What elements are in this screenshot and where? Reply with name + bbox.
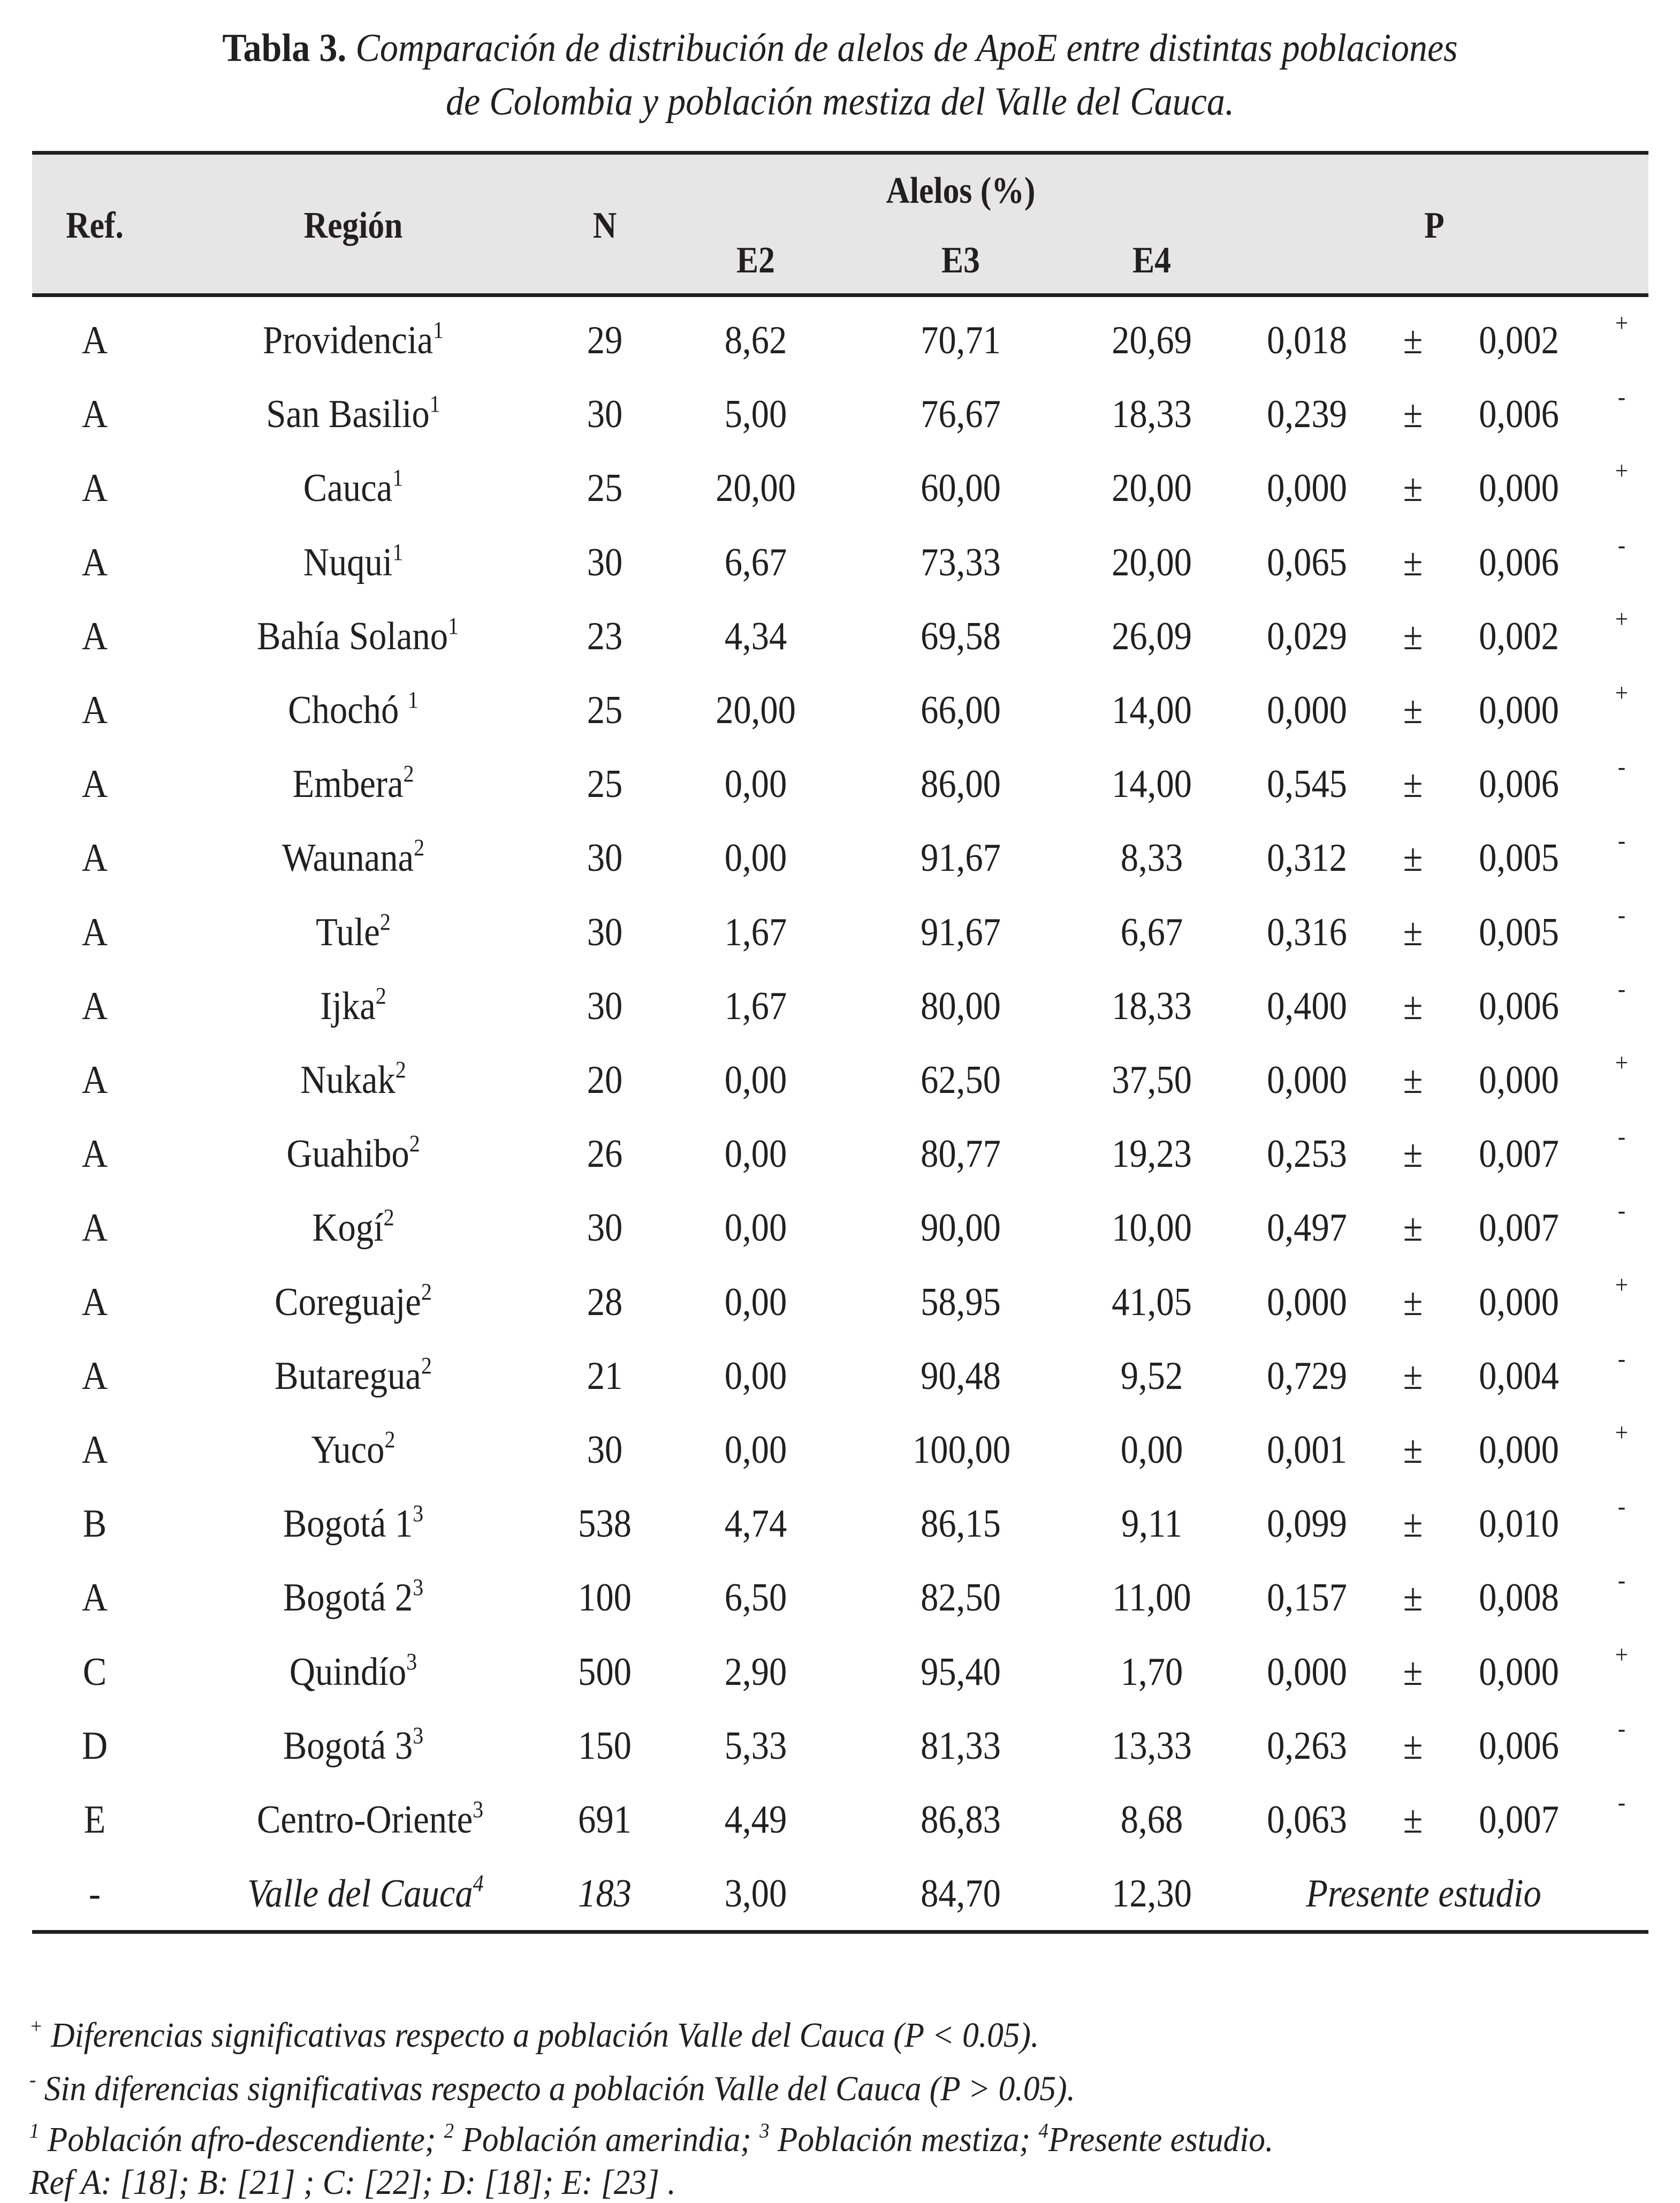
cell-n: 20: [587, 1058, 623, 1102]
footnote-marker: 2: [403, 760, 414, 787]
cell-e2: 0,00: [724, 1354, 787, 1398]
cell-e2: 6,67: [724, 540, 787, 584]
cell-err: 0,007: [1479, 1132, 1559, 1176]
cell-e2: 1,67: [724, 910, 787, 954]
cell-n: 30: [587, 1428, 623, 1472]
header-alleles-group: Alelos (%): [886, 170, 1036, 211]
footnote-marker: 1: [392, 538, 404, 565]
cell-e2: 3,00: [724, 1872, 787, 1916]
cell-sig: -: [1617, 753, 1626, 781]
footnote-marker: 2: [384, 1426, 396, 1453]
cell-e4: 12,30: [1112, 1872, 1192, 1916]
cell-e4: 0,00: [1120, 1428, 1183, 1472]
footnote-population-types: $^1$ Población afro-descendiente; $^2$ Población amerindia; $^3$ Población mestiza; $^4$Presente estudio.: [29, 2118, 1274, 2159]
cell-e3: 76,67: [921, 392, 1001, 437]
bottom-rule: [32, 1930, 1648, 1934]
cell-e3: 81,33: [921, 1723, 1001, 1768]
cell-err: 0,008: [1479, 1576, 1559, 1620]
cell-ref: A: [81, 762, 108, 807]
cell-sig: +: [1615, 1418, 1629, 1447]
cell-err: 0,000: [1479, 1428, 1559, 1472]
cell-region: Butaregua$^2$: [275, 1351, 432, 1398]
cell-pm: ±: [1403, 1206, 1423, 1250]
cell-ref: A: [81, 1058, 108, 1102]
cell-sig: +: [1615, 1270, 1629, 1299]
cell-err: 0,000: [1479, 466, 1559, 511]
cell-pm: ±: [1403, 984, 1423, 1028]
cell-pm: ±: [1403, 836, 1423, 880]
footnote-marker: 2: [421, 1351, 432, 1379]
header-p: P: [1424, 205, 1445, 246]
cell-region: Embera$^2$: [292, 760, 414, 807]
header-e3: E3: [941, 240, 980, 281]
cell-sig: +: [1615, 604, 1629, 633]
cell-sig: -: [1617, 826, 1626, 855]
cell-n: 23: [587, 614, 623, 658]
cell-pm: ±: [1403, 1650, 1423, 1694]
cell-ref: A: [81, 1428, 108, 1472]
footnote-marker: 2: [414, 834, 425, 861]
cell-pm: ±: [1403, 1280, 1423, 1324]
footnote-plus-mark: +: [29, 2014, 43, 2038]
cell-err: 0,006: [1479, 1723, 1559, 1768]
cell-p: 0,001: [1267, 1428, 1347, 1472]
footnote-marker: 3: [406, 1647, 417, 1675]
cell-e4: 41,05: [1112, 1280, 1192, 1324]
cell-e2: 0,00: [724, 1428, 787, 1472]
footnote-marker: 2: [375, 982, 386, 1009]
cell-sig: -: [1617, 1788, 1626, 1817]
footnote-minus-mark: -: [29, 2068, 36, 2092]
cell-err: 0,006: [1479, 540, 1559, 584]
cell-e2: 0,00: [724, 1280, 787, 1324]
cell-e2: 20,00: [716, 688, 796, 732]
cell-p: 0,065: [1267, 540, 1347, 584]
cell-ref: A: [81, 1206, 108, 1250]
cell-n: 100: [578, 1576, 632, 1620]
cell-p_note: Presente estudio: [1306, 1872, 1541, 1916]
cell-sig: +: [1615, 1640, 1629, 1669]
caption-line1: Comparación de distribución de alelos de ApoE entre distintas poblaciones: [355, 26, 1458, 70]
cell-n: 500: [578, 1650, 632, 1694]
cell-ref: A: [81, 688, 108, 732]
cell-pm: ±: [1403, 1428, 1423, 1472]
cell-p: 0,239: [1267, 392, 1347, 437]
cell-e4: 8,68: [1120, 1798, 1183, 1842]
cell-e3: 91,67: [921, 910, 1001, 954]
cell-sig: -: [1617, 1566, 1626, 1595]
footnote-marker: 1: [433, 316, 444, 344]
top-rule: [32, 151, 1648, 155]
cell-pm: ±: [1403, 910, 1423, 954]
footnote-marker: 3: [413, 1500, 424, 1527]
cell-n: 25: [587, 762, 623, 807]
footnote-marker: 2: [383, 1204, 394, 1231]
footnote-marker: 1: [429, 390, 440, 417]
caption-label: Tabla 3.: [222, 26, 347, 70]
cell-p: 0,729: [1267, 1354, 1347, 1398]
cell-e2: 0,00: [724, 1058, 787, 1102]
cell-p: 0,000: [1267, 1058, 1347, 1102]
cell-e3: 66,00: [921, 688, 1001, 732]
cell-pm: ±: [1403, 614, 1423, 658]
cell-p: 0,099: [1267, 1502, 1347, 1546]
cell-e4: 26,09: [1112, 614, 1192, 658]
cell-region: Centro-Oriente$^3$: [257, 1796, 484, 1842]
cell-region: Bogotá $2^3$: [283, 1574, 424, 1620]
cell-e2: 0,00: [724, 836, 787, 880]
cell-region: Coreguaje$^2$: [275, 1278, 432, 1324]
footnote-significant: + Diferencias significativas respecto a población Valle del Cauca (P < 0.05).: [29, 2014, 1039, 2055]
cell-p: 0,000: [1267, 466, 1347, 511]
cell-pm: ±: [1403, 1058, 1423, 1102]
cell-e4: 14,00: [1112, 762, 1192, 807]
cell-e3: 58,95: [921, 1280, 1001, 1324]
cell-e3: 86,00: [921, 762, 1001, 807]
cell-region: Bogotá $3^3$: [283, 1721, 424, 1768]
cell-e2: 0,00: [724, 1132, 787, 1176]
cell-e4: 19,23: [1112, 1132, 1192, 1176]
cell-ref: A: [81, 984, 108, 1028]
cell-e3: 86,83: [921, 1798, 1001, 1842]
cell-e2: 6,50: [724, 1576, 787, 1620]
footnote-marker: 2: [395, 1056, 406, 1083]
cell-p: 0,000: [1267, 1280, 1347, 1324]
cell-sig: -: [1617, 383, 1626, 412]
cell-sig: -: [1617, 530, 1626, 559]
footnote-marker: 1: [448, 612, 459, 639]
cell-p: 0,063: [1267, 1798, 1347, 1842]
cell-p: 0,545: [1267, 762, 1347, 807]
cell-region: Quindío$^3$: [289, 1647, 417, 1694]
cell-p: 0,253: [1267, 1132, 1347, 1176]
cell-e3: 80,77: [921, 1132, 1001, 1176]
cell-region: Tule$^2$: [316, 908, 391, 954]
cell-p: 0,018: [1267, 318, 1347, 362]
header-e4: E4: [1132, 240, 1171, 281]
cell-e2: 20,00: [716, 466, 796, 511]
footnote-marker: 2: [421, 1278, 432, 1305]
cell-region: San Basilio$^1$: [266, 390, 440, 437]
cell-ref: A: [81, 466, 108, 511]
cell-e4: 9,52: [1120, 1354, 1183, 1398]
cell-ref: A: [81, 836, 108, 880]
cell-e2: 8,62: [724, 318, 787, 362]
cell-region: Providencia$^1$: [262, 316, 444, 362]
cell-e3: 90,00: [921, 1206, 1001, 1250]
cell-e4: 8,33: [1120, 836, 1183, 880]
cell-err: 0,006: [1479, 984, 1559, 1028]
cell-e2: 5,33: [724, 1723, 787, 1768]
cell-n: 30: [587, 392, 623, 437]
cell-pm: ±: [1403, 762, 1423, 807]
cell-region: Kogí$^2$: [312, 1204, 394, 1250]
header-ref: Ref.: [66, 205, 124, 246]
cell-e3: 100,00: [913, 1428, 1011, 1472]
cell-ref: A: [81, 1354, 108, 1398]
cell-err: 0,007: [1479, 1798, 1559, 1842]
cell-e4: 10,00: [1112, 1206, 1192, 1250]
header-region: Región: [303, 205, 403, 246]
cell-err: 0,005: [1479, 836, 1559, 880]
cell-region: Bahía Solano$^1$: [257, 612, 459, 658]
cell-e3: 80,00: [921, 984, 1001, 1028]
cell-ref: A: [81, 1280, 108, 1324]
cell-p: 0,157: [1267, 1576, 1347, 1620]
cell-sig: -: [1617, 1122, 1626, 1151]
cell-e2: 0,00: [724, 762, 787, 807]
cell-e4: 13,33: [1112, 1723, 1192, 1768]
cell-n: 30: [587, 540, 623, 584]
cell-sig: -: [1617, 900, 1626, 929]
cell-e3: 95,40: [921, 1650, 1001, 1694]
cell-err: 0,004: [1479, 1354, 1559, 1398]
cell-e4: 37,50: [1112, 1058, 1192, 1102]
cell-n: 25: [587, 688, 623, 732]
cell-sig: -: [1617, 1196, 1626, 1225]
cell-e2: 1,67: [724, 984, 787, 1028]
cell-p: 0,263: [1267, 1723, 1347, 1768]
cell-e3: 82,50: [921, 1576, 1001, 1620]
cell-e4: 20,00: [1112, 466, 1192, 511]
cell-e3: 90,48: [921, 1354, 1001, 1398]
cell-e3: 86,15: [921, 1502, 1001, 1546]
cell-err: 0,005: [1479, 910, 1559, 954]
cell-n: 30: [587, 1206, 623, 1250]
cell-pm: ±: [1403, 1723, 1423, 1768]
cell-region: Valle del Cauca$^4$: [247, 1870, 484, 1916]
caption-line2: de Colombia y población mestiza del Valle del Cauca.: [446, 80, 1234, 124]
cell-sig: +: [1615, 457, 1629, 485]
cell-pm: ±: [1403, 540, 1423, 584]
cell-ref: B: [82, 1502, 107, 1546]
cell-e3: 62,50: [921, 1058, 1001, 1102]
footnote-not-significant: - Sin diferencias significativas respecto a población Valle del Cauca (P > 0.05).: [29, 2068, 1075, 2108]
header-rule: [32, 293, 1648, 297]
cell-e2: 4,74: [724, 1502, 787, 1546]
cell-n: 691: [578, 1798, 632, 1842]
cell-ref: E: [83, 1798, 106, 1842]
cell-region: Guahibo$^2$: [286, 1130, 420, 1176]
cell-p: 0,400: [1267, 984, 1347, 1028]
cell-pm: ±: [1403, 688, 1423, 732]
cell-e2: 4,49: [724, 1798, 787, 1842]
cell-sig: +: [1615, 1049, 1629, 1077]
cell-pm: ±: [1403, 1576, 1423, 1620]
cell-err: 0,007: [1479, 1206, 1559, 1250]
footnote-marker: 3: [413, 1574, 424, 1601]
cell-e4: 1,70: [1120, 1650, 1183, 1694]
cell-e3: 84,70: [921, 1872, 1001, 1916]
cell-region: Waunana$^2$: [282, 834, 425, 880]
cell-e3: 69,58: [921, 614, 1001, 658]
cell-e3: 70,71: [921, 318, 1001, 362]
cell-err: 0,010: [1479, 1502, 1559, 1546]
cell-pm: ±: [1403, 1354, 1423, 1398]
cell-pm: ±: [1403, 1502, 1423, 1546]
cell-n: 538: [578, 1502, 632, 1546]
footnote-references: Ref A: [18]; B: [21] ; C: [22]; D: [18]; E: [23] .: [29, 2163, 676, 2202]
cell-ref: C: [82, 1650, 107, 1694]
cell-sig: -: [1617, 974, 1626, 1003]
cell-n: 183: [578, 1872, 632, 1916]
cell-e3: 91,67: [921, 836, 1001, 880]
footnote-marker: 1: [407, 686, 419, 713]
footnote-marker: 2: [409, 1130, 420, 1157]
footnote-marker: 3: [473, 1796, 484, 1823]
cell-ref: A: [81, 540, 108, 584]
cell-err: 0,002: [1479, 614, 1559, 658]
cell-err: 0,000: [1479, 1650, 1559, 1694]
cell-err: 0,006: [1479, 392, 1559, 437]
cell-pm: ±: [1403, 392, 1423, 437]
cell-err: 0,002: [1479, 318, 1559, 362]
cell-e4: 6,67: [1120, 910, 1183, 954]
cell-err: 0,000: [1479, 1280, 1559, 1324]
footnote-marker: 3: [413, 1721, 424, 1749]
cell-e4: 20,00: [1112, 540, 1192, 584]
cell-sig: +: [1615, 679, 1629, 707]
cell-pm: ±: [1403, 318, 1423, 362]
cell-e4: 18,33: [1112, 392, 1192, 437]
cell-err: 0,000: [1479, 688, 1559, 732]
cell-sig: -: [1617, 1714, 1626, 1743]
cell-region: Yuco$^2$: [311, 1426, 396, 1472]
cell-region: Bogotá $1^3$: [283, 1500, 424, 1546]
cell-e4: 18,33: [1112, 984, 1192, 1028]
cell-sig: -: [1617, 1492, 1626, 1521]
cell-region: Chochó $^1$: [288, 686, 419, 732]
cell-ref: A: [81, 614, 108, 658]
cell-p: 0,029: [1267, 614, 1347, 658]
footnote-marker: 1: [392, 464, 404, 491]
cell-p: 0,316: [1267, 910, 1347, 954]
cell-p: 0,000: [1267, 688, 1347, 732]
cell-region: Nuqui$^1$: [303, 538, 404, 584]
cell-pm: ±: [1403, 1798, 1423, 1842]
cell-ref: A: [81, 1132, 108, 1176]
cell-region: Ijka$^2$: [320, 982, 386, 1028]
cell-n: 30: [587, 836, 623, 880]
cell-err: 0,006: [1479, 762, 1559, 807]
header-e2: E2: [736, 240, 775, 281]
cell-n: 30: [587, 984, 623, 1028]
cell-ref: -: [88, 1872, 101, 1916]
cell-pm: ±: [1403, 1132, 1423, 1176]
table-caption: [67, 21, 1613, 128]
cell-p: 0,497: [1267, 1206, 1347, 1250]
cell-e4: 9,11: [1121, 1502, 1183, 1546]
cell-e2: 0,00: [724, 1206, 787, 1250]
cell-n: 30: [587, 910, 623, 954]
cell-ref: A: [81, 318, 108, 362]
cell-e2: 2,90: [724, 1650, 787, 1694]
header-n: N: [592, 205, 617, 246]
cell-e4: 14,00: [1112, 688, 1192, 732]
cell-p: 0,000: [1267, 1650, 1347, 1694]
cell-n: 29: [587, 318, 623, 362]
cell-n: 25: [587, 466, 623, 511]
cell-err: 0,000: [1479, 1058, 1559, 1102]
cell-region: Cauca$^1$: [303, 464, 404, 511]
cell-n: 28: [587, 1280, 623, 1324]
cell-p: 0,312: [1267, 836, 1347, 880]
cell-n: 150: [578, 1723, 632, 1768]
cell-pm: ±: [1403, 466, 1423, 511]
cell-ref: A: [81, 1576, 108, 1620]
cell-n: 26: [587, 1132, 623, 1176]
cell-e4: 11,00: [1112, 1576, 1191, 1620]
cell-e3: 60,00: [921, 466, 1001, 511]
footnote-marker: 4: [473, 1870, 484, 1897]
footnote-marker: 2: [379, 908, 391, 935]
cell-e3: 73,33: [921, 540, 1001, 584]
cell-ref: A: [81, 392, 108, 437]
cell-region: Nukak$^2$: [300, 1056, 406, 1102]
cell-e2: 5,00: [724, 392, 787, 437]
cell-n: 21: [587, 1354, 623, 1398]
cell-sig: +: [1615, 309, 1629, 337]
cell-e2: 4,34: [724, 614, 787, 658]
cell-ref: D: [81, 1723, 108, 1768]
cell-sig: -: [1617, 1344, 1626, 1373]
cell-ref: A: [81, 910, 108, 954]
cell-e4: 20,69: [1112, 318, 1192, 362]
